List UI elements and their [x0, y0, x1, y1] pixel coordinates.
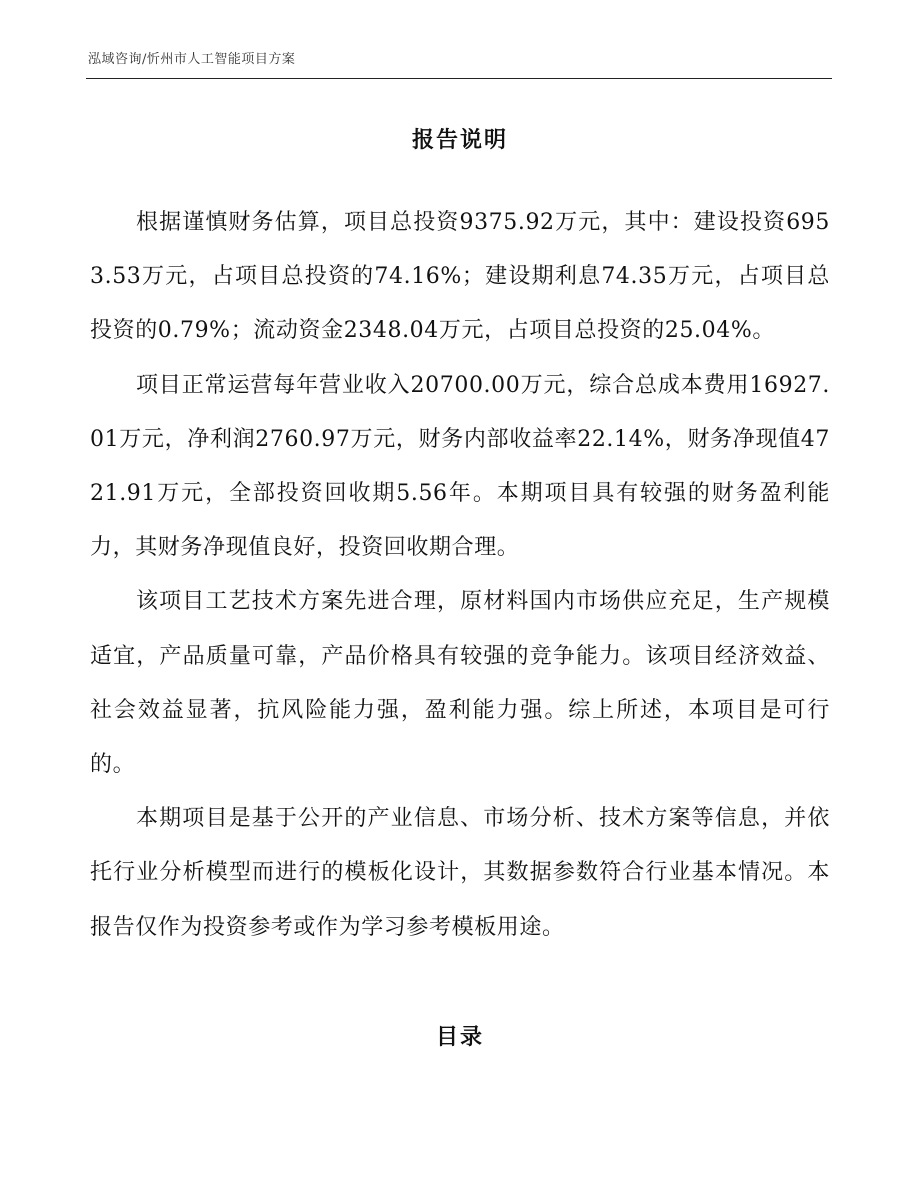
- toc-title: 目录: [435, 1024, 484, 1050]
- paragraph-financials: 项目正常运营每年营业收入20700.00万元，综合总成本费用16927.01万元，净利润2760.97万元，财务内部收益率22.14%，财务净现值4721.91万元，全部投资回收期5.56年。本期项目具有较强的财务盈利能力，其财务净现值良好，投资回收期合理。: [90, 372, 830, 561]
- paragraph-disclaimer: 本期项目是基于公开的产业信息、市场分析、技术方案等信息，并依托行业分析模型而进行的模板化设计，其数据参数符合行业基本情况。本报告仅作为投资参考或作为学习参考模板用途。: [90, 806, 830, 940]
- header-divider: [86, 78, 832, 79]
- running-header: 泓域咨询/忻州市人工智能项目方案: [88, 52, 296, 67]
- paragraph-investment: 根据谨慎财务估算，项目总投资9375.92万元，其中：建设投资6953.53万元，占项目总投资的74.16%；建设期利息74.35万元，占项目总投资的0.79%；流动资金2348.04万元，占项目总投资的25.04%。: [90, 210, 830, 344]
- report-title: 报告说明: [411, 127, 508, 153]
- report-body: [90, 196, 830, 955]
- paragraph-feasibility: 该项目工艺技术方案先进合理，原材料国内市场供应充足，生产规模适宜，产品质量可靠，产品价格具有较强的竞争能力。该项目经济效益、社会效益显著，抗风险能力强，盈利能力强。综上所述，本项目是可行的。: [90, 589, 830, 778]
